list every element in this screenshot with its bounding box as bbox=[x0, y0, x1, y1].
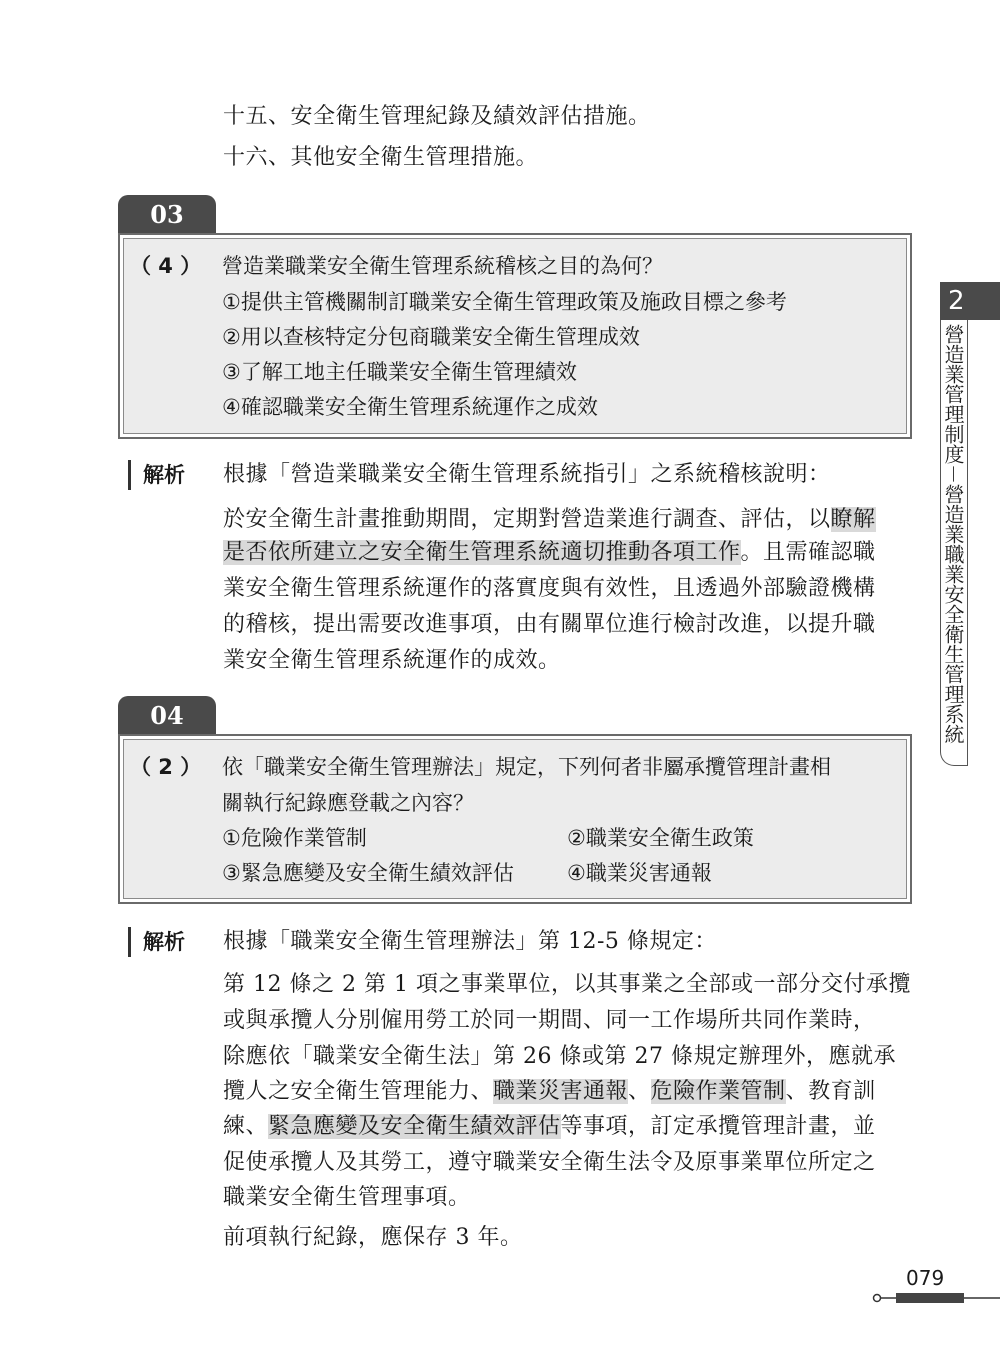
page-number: 079 bbox=[906, 1266, 945, 1290]
answer-label: （ 2 ） bbox=[130, 755, 202, 779]
highlight: 瞭解 bbox=[830, 507, 876, 532]
answer-label: （ 4 ） bbox=[130, 254, 202, 278]
explanation-line: 職業安全衛生管理事項。 bbox=[223, 1185, 471, 1210]
option-2: ②職業安全衛生政策 bbox=[567, 826, 754, 850]
explanation-intro: 根據「營造業職業安全衛生管理系統指引」之系統稽核說明： bbox=[223, 462, 831, 487]
explanation-label: 解析 bbox=[128, 927, 185, 957]
option-3: ③了解工地主任職業安全衛生管理績效 bbox=[222, 360, 577, 384]
option-4: ④職業災害通報 bbox=[567, 861, 712, 885]
explanation-line: 的稽核，提出需要改進事項，由有關單位進行檢討改進，以提升職 bbox=[223, 612, 876, 637]
explanation-line: 業安全衛生管理系統運作的成效。 bbox=[223, 648, 561, 673]
highlight: 危險作業管制 bbox=[650, 1079, 786, 1104]
option-2: ②用以查核特定分包商職業安全衛生管理成效 bbox=[222, 325, 640, 349]
page-ornament bbox=[868, 1290, 1000, 1306]
highlight: 職業災害通報 bbox=[493, 1079, 629, 1104]
highlight: 是否依所建立之安全衛生管理系統適切推動各項工作 bbox=[223, 540, 741, 565]
explanation-line: 前項執行紀錄，應保存 3 年。 bbox=[223, 1225, 523, 1250]
explanation-line: 攬人之安全衛生管理能力、職業災害通報、危險作業管制、教育訓 bbox=[223, 1079, 876, 1104]
explanation-intro: 根據「職業安全衛生管理辦法」第 12-5 條規定： bbox=[223, 929, 717, 954]
explanation-line: 練、緊急應變及安全衛生績效評估等事項，訂定承攬管理計畫，並 bbox=[223, 1114, 876, 1139]
explanation-line: 業安全衛生管理系統運作的落實度與有效性，且透過外部驗證機構 bbox=[223, 576, 876, 601]
question-box bbox=[118, 734, 912, 904]
list-item-15: 十五、安全衛生管理紀錄及績效評估措施。 bbox=[223, 104, 651, 129]
option-4: ④確認職業安全衛生管理系統運作之成效 bbox=[222, 395, 598, 419]
highlight: 緊急應變及安全衛生績效評估 bbox=[268, 1114, 561, 1139]
explanation-line: 促使承攬人及其勞工，遵守職業安全衛生法令及原事業單位所定之 bbox=[223, 1150, 876, 1175]
chapter-number-tab: 2 bbox=[940, 282, 1000, 320]
question-text: 依「職業安全衛生管理辦法」規定，下列何者非屬承攬管理計畫相 bbox=[222, 755, 831, 779]
explanation-line: 或與承攬人分別僱用勞工於同一期間、同一工作場所共同作業時， bbox=[223, 1008, 876, 1033]
explanation-line: 第 12 條之 2 第 1 項之事業單位，以其事業之全部或一部分交付承攬 bbox=[223, 972, 911, 997]
question-number-tab: 04 bbox=[118, 696, 216, 736]
list-item-16: 十六、其他安全衛生管理措施。 bbox=[223, 145, 539, 170]
question-box bbox=[118, 233, 912, 439]
question-text: 營造業職業安全衛生管理系統稽核之目的為何？ bbox=[222, 254, 663, 278]
question-number-tab: 03 bbox=[118, 195, 216, 235]
explanation-line: 是否依所建立之安全衛生管理系統適切推動各項工作。且需確認職 bbox=[223, 540, 876, 565]
option-1: ①危險作業管制 bbox=[222, 826, 367, 850]
explanation-label: 解析 bbox=[128, 460, 185, 490]
option-1: ①提供主管機關制訂職業安全衛生管理政策及施政目標之參考 bbox=[222, 290, 787, 314]
question-text: 關執行紀錄應登載之內容？ bbox=[222, 791, 474, 815]
option-3: ③緊急應變及安全衛生績效評估 bbox=[222, 861, 514, 885]
chapter-title: 營造業管理制度－營造業職業安全衛生管理系統 bbox=[940, 320, 968, 766]
explanation-line: 除應依「職業安全衛生法」第 26 條或第 27 條規定辦理外，應就承 bbox=[223, 1044, 896, 1069]
explanation-line: 於安全衛生計畫推動期間，定期對營造業進行調查、評估，以瞭解 bbox=[223, 507, 876, 532]
